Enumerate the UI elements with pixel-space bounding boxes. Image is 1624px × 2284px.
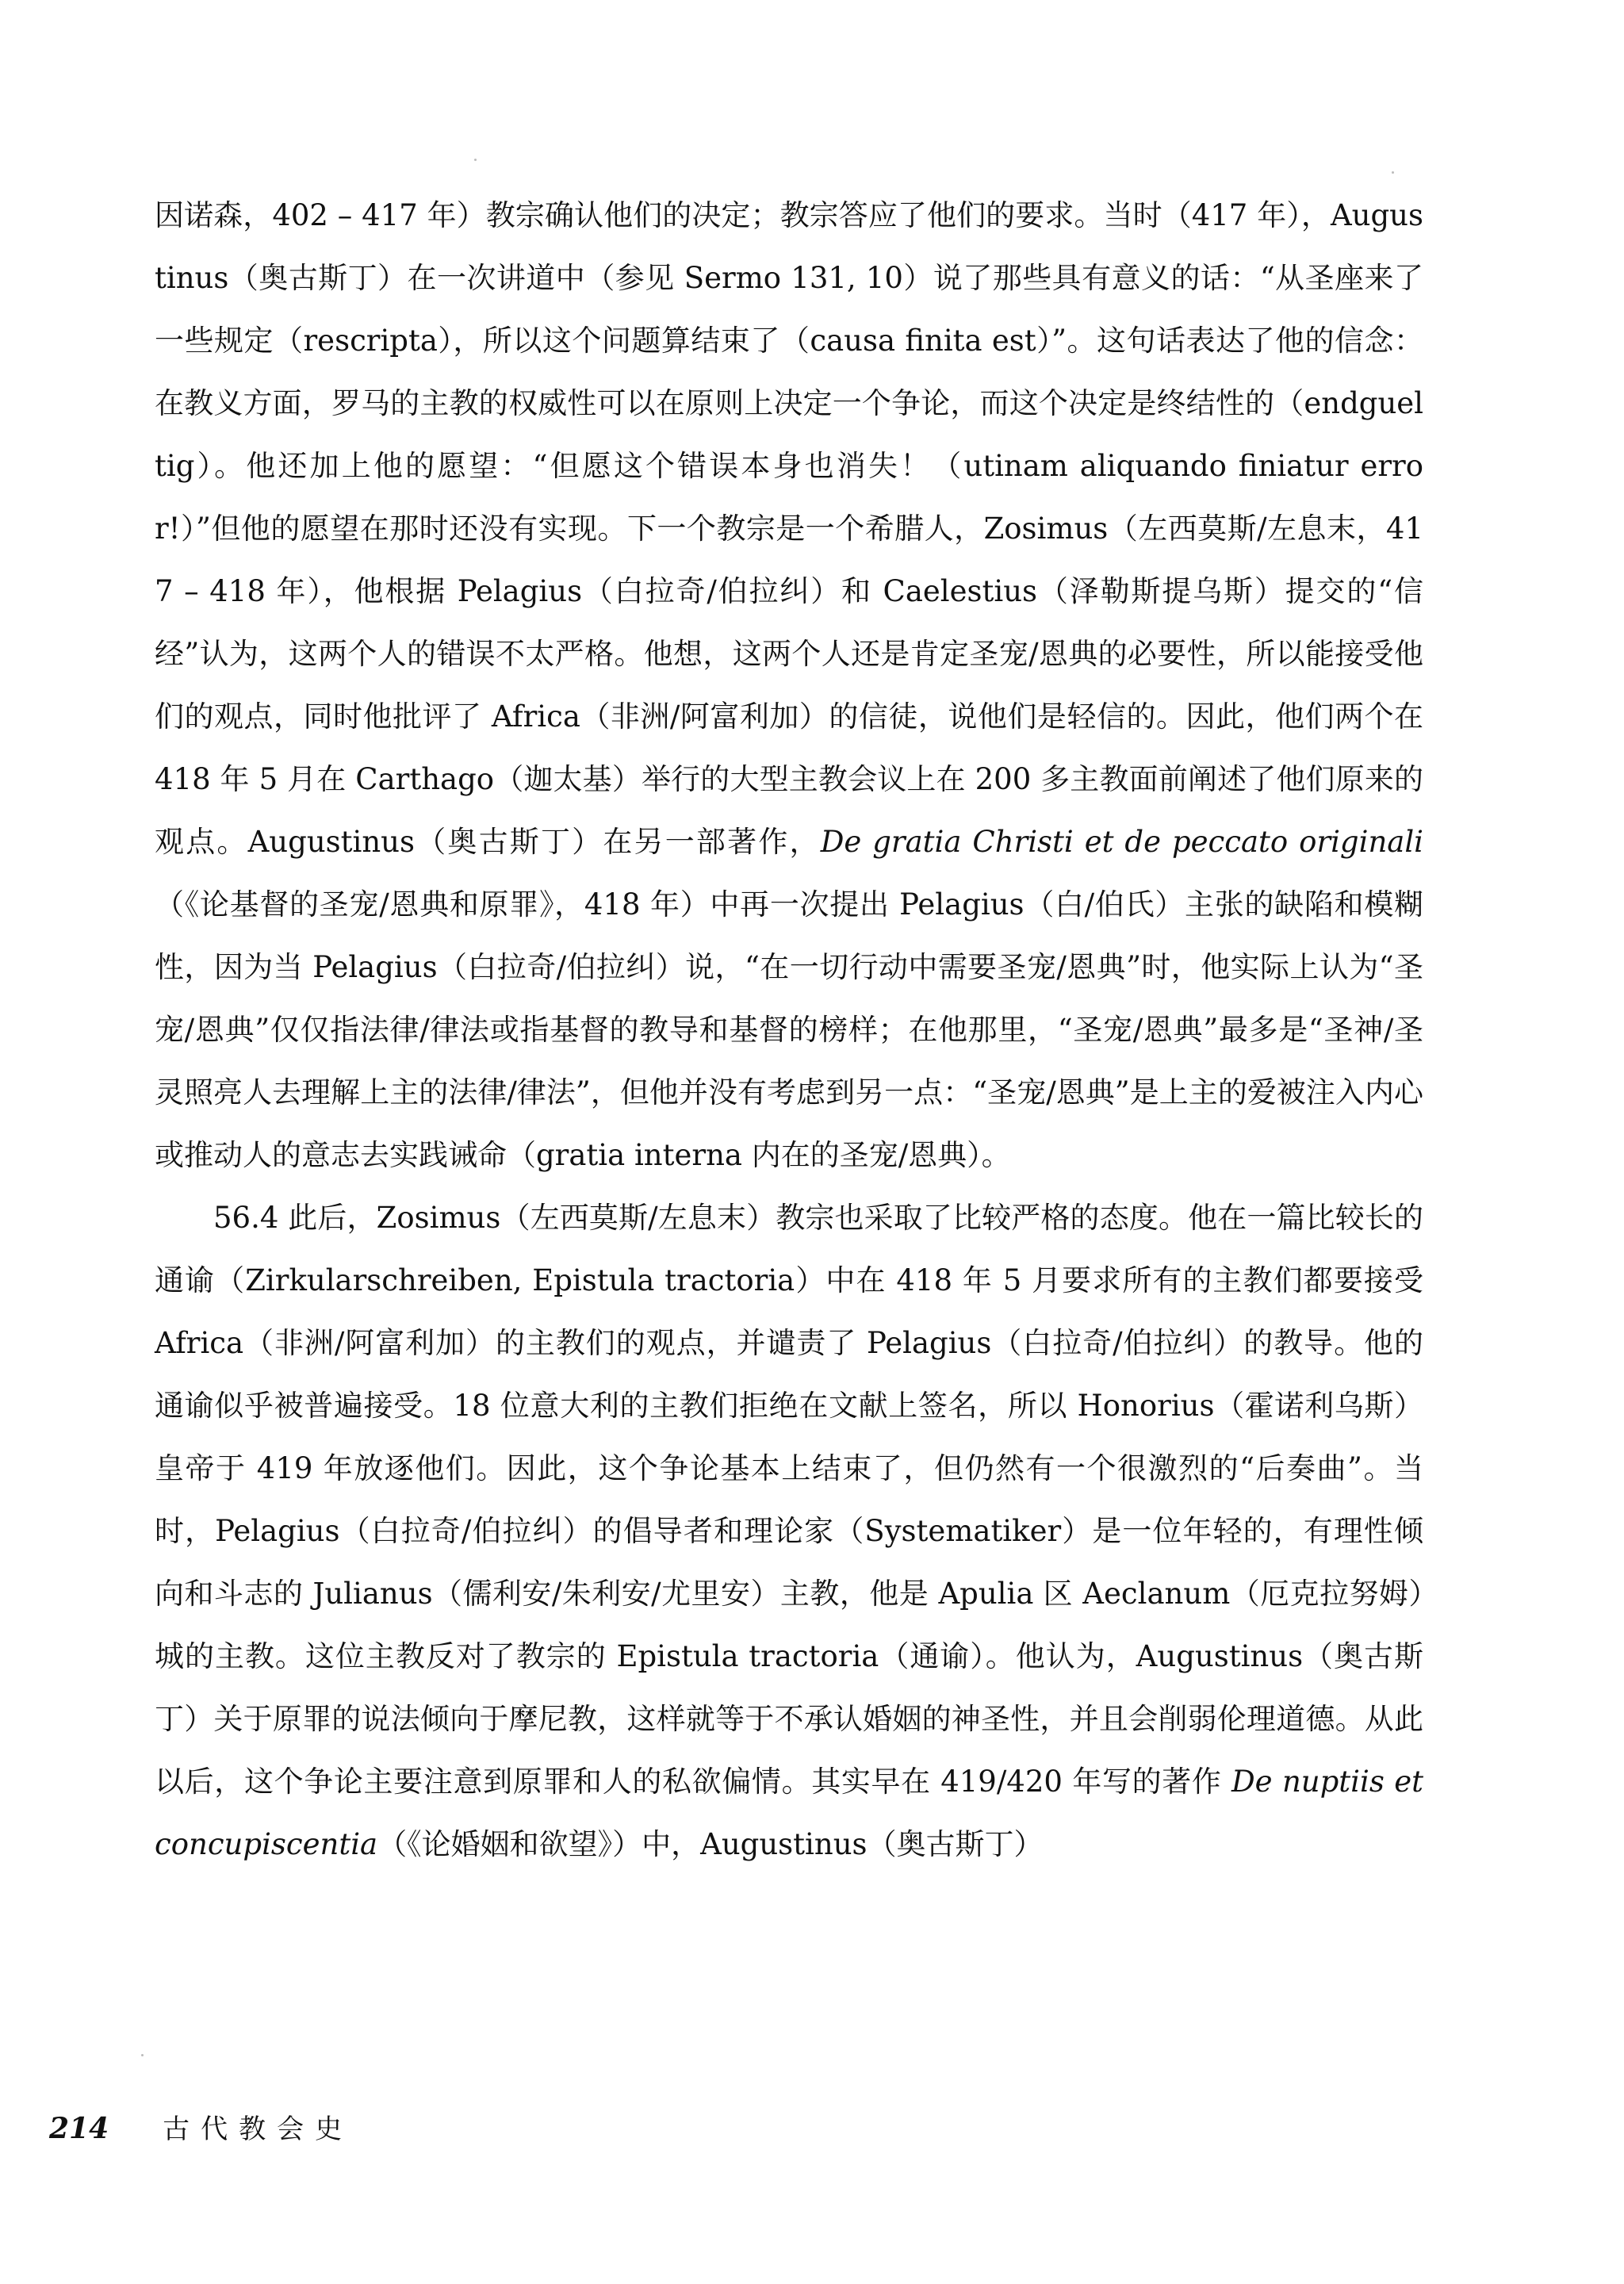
body-text — [155, 184, 1423, 1876]
scan-speck — [1392, 171, 1394, 174]
italic-book-title: De gratia Christi et de peccato originali — [820, 825, 1424, 859]
page-number: 214 — [49, 2112, 109, 2145]
paragraph-2 — [155, 1186, 1423, 1876]
scan-speck — [474, 159, 477, 161]
text-run: 因诺森，402 – 417 年）教宗确认他们的决定；教宗答应了他们的要求。当时（417 年），Augustinus（奥古斯丁）在一次讲道中（参见 Sermo 131, 10）说了那些具有意义的话：“从圣座来了一些规定（rescripta），所以这个问题算结束了（causa finita est）”。这句话表达了他的信念：在教义方面，罗马的主教的权威性可以在原则上决定一个争论，而这个决定是终结性的（endgueltig）。他还加上他的愿望：“但愿这个错误本身也消失！（utinam aliquando finiatur error!）”但他的愿望在那时还没有实现。下一个教宗是一个希腊人，Zosimus（左西莫斯/左息末，417 – 418 年），他根据 Pelagius（白拉奇/伯拉纠）和 Caelestius（泽勒斯提乌斯）提交的“信经”认为，这两个人的错误不太严格。他想，这两个人还是肯定圣宠/恩典的必要性，所以能接受他们的观点，同时他批评了 Africa（非洲/阿富利加）的信徒，说他们是轻信的。因此，他们两个在 418 年 5 月在 Carthago（迦太基）举行的大型主教会议上在 200 多主教面前阐述了他们原来的观点。Augustinus（奥古斯丁）在另一部著作， — [155, 198, 1423, 859]
page-footer — [49, 2113, 353, 2145]
italic-book-title: De nuptiis et concupiscentia — [155, 1765, 1423, 1861]
paragraph-1 — [155, 184, 1423, 1186]
text-run: （《论基督的圣宠/恩典和原罪》，418 年）中再一次提出 Pelagius（白/伯氏）主张的缺陷和模糊性，因为当 Pelagius（白拉奇/伯拉纠）说，“在一切行动中需要圣宠/恩典”时，他实际上认为“圣宠/恩典”仅仅指法律/律法或指基督的教导和基督的榜样；在他那里，“圣宠/恩典”最多是“圣神/圣灵照亮人去理解上主的法律/律法”，但他并没有考虑到另一点：“圣宠/恩典”是上主的爱被注入内心或推动人的意志去实践诫命（gratia interna 内在的圣宠/恩典）。 — [155, 887, 1423, 1172]
text-run: 56.4 此后，Zosimus（左西莫斯/左息末）教宗也采取了比较严格的态度。他在一篇比较长的通谕（Zirkularschreiben, Epistula tractoria）中在 418 年 5 月要求所有的主教们都要接受 Africa（非洲/阿富利加）的主教们的观点，并谴责了 Pelagius（白拉奇/伯拉纠）的教导。他的通谕似乎被普遍接受。18 位意大利的主教们拒绝在文献上签名，所以 Honorius（霍诺利乌斯）皇帝于 419 年放逐他们。因此，这个争论基本上结束了，但仍然有一个很激烈的“后奏曲”。当时，Pelagius（白拉奇/伯拉纠）的倡导者和理论家（Systematiker）是一位年轻的，有理性倾向和斗志的 Julianus（儒利安/朱利安/尤里安）主教，他是 Apulia 区 Aeclanum（厄克拉努姆）城的主教。这位主教反对了教宗的 Epistula tractoria（通谕）。他认为，Augustinus（奥古斯丁）关于原罪的说法倾向于摩尼教，这样就等于不承认婚姻的神圣性，并且会削弱伦理道德。从此以后，这个争论主要注意到原罪和人的私欲偏情。其实早在 419/420 年写的著作 — [155, 1201, 1423, 1799]
text-run: （《论婚姻和欲望》）中，Augustinus（奥古斯丁） — [377, 1827, 1044, 1861]
scan-speck — [141, 2054, 144, 2056]
running-book-title: 古代教会史 — [163, 2113, 354, 2145]
